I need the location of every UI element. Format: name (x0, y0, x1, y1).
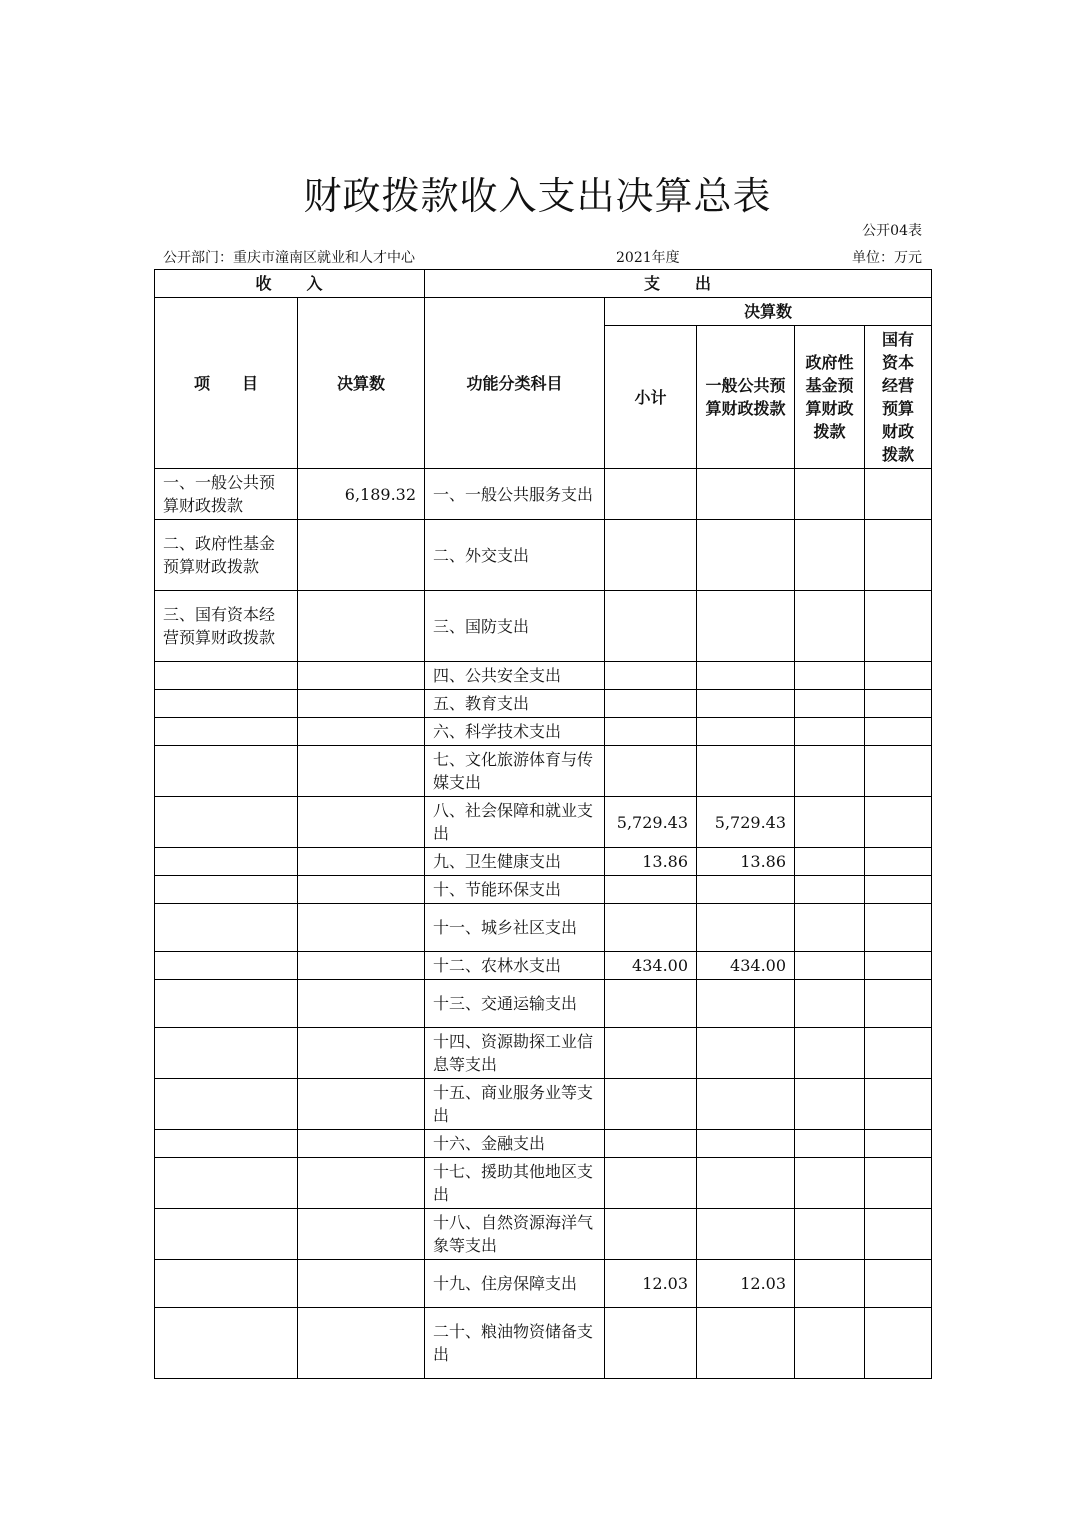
general-budget-cell (697, 1130, 795, 1158)
subtotal-cell (605, 1308, 697, 1379)
table-row (155, 1158, 932, 1209)
gov-fund-cell (795, 952, 865, 980)
function-category-cell: 三、国防支出 (425, 591, 605, 662)
income-amount-cell (298, 980, 425, 1028)
item-cell (155, 952, 298, 980)
function-category-header: 功能分类科目 (425, 298, 605, 469)
table-row (155, 1260, 932, 1308)
function-category-cell: 十三、交通运输支出 (425, 980, 605, 1028)
general-budget-cell (697, 1209, 795, 1260)
subtotal-cell (605, 876, 697, 904)
subtotal-cell (605, 520, 697, 591)
subtotal-cell: 13.86 (605, 848, 697, 876)
income-amount-cell (298, 952, 425, 980)
function-category-cell: 十一、城乡社区支出 (425, 904, 605, 952)
state-capital-cell (865, 1130, 932, 1158)
general-budget-cell (697, 1158, 795, 1209)
income-amount-cell (298, 797, 425, 848)
state-capital-cell (865, 1308, 932, 1379)
function-category-cell: 十八、自然资源海洋气象等支出 (425, 1209, 605, 1260)
state-capital-cell (865, 718, 932, 746)
table-row (155, 1308, 932, 1379)
table-row (155, 520, 932, 591)
gov-fund-cell (795, 904, 865, 952)
income-amount-cell (298, 1028, 425, 1079)
subtotal-cell (605, 1158, 697, 1209)
subtotal-cell (605, 746, 697, 797)
page-title: 财政拨款收入支出决算总表 (303, 174, 772, 218)
general-budget-cell: 12.03 (697, 1260, 795, 1308)
department-label: 公开部门：重庆市潼南区就业和人才中心 (163, 250, 415, 266)
item-cell: 三、国有资本经营预算财政拨款 (155, 591, 298, 662)
general-budget-header: 一般公共预算财政拨款 (697, 326, 795, 469)
item-cell (155, 690, 298, 718)
table-row (155, 469, 932, 520)
state-capital-cell (865, 1209, 932, 1260)
state-capital-cell (865, 591, 932, 662)
fiscal-year: 2021年度 (616, 250, 680, 266)
income-amount-cell (298, 904, 425, 952)
gov-fund-cell (795, 1079, 865, 1130)
function-category-cell: 十六、金融支出 (425, 1130, 605, 1158)
item-cell (155, 848, 298, 876)
state-capital-cell (865, 469, 932, 520)
state-capital-cell (865, 797, 932, 848)
gov-fund-cell (795, 1260, 865, 1308)
gov-fund-cell (795, 1209, 865, 1260)
subtotal-cell (605, 1130, 697, 1158)
function-category-cell: 十七、援助其他地区支出 (425, 1158, 605, 1209)
function-category-cell: 四、公共安全支出 (425, 662, 605, 690)
state-capital-cell (865, 1158, 932, 1209)
income-amount-cell (298, 520, 425, 591)
table-body (155, 469, 932, 1379)
general-budget-cell (697, 591, 795, 662)
income-amount-cell (298, 690, 425, 718)
item-cell (155, 718, 298, 746)
state-capital-cell (865, 746, 932, 797)
subtotal-cell: 12.03 (605, 1260, 697, 1308)
general-budget-cell (697, 1308, 795, 1379)
function-category-cell: 八、社会保障和就业支出 (425, 797, 605, 848)
gov-fund-cell (795, 980, 865, 1028)
item-cell: 二、政府性基金预算财政拨款 (155, 520, 298, 591)
gov-fund-cell (795, 848, 865, 876)
item-cell (155, 662, 298, 690)
general-budget-cell (697, 718, 795, 746)
state-capital-cell (865, 876, 932, 904)
gov-fund-cell (795, 469, 865, 520)
income-amount-cell (298, 591, 425, 662)
subtotal-header: 小计 (605, 326, 697, 469)
table-row (155, 848, 932, 876)
general-budget-cell (697, 746, 795, 797)
gov-fund-header: 政府性基金预算财政拨款 (795, 326, 865, 469)
general-budget-cell (697, 904, 795, 952)
expense-amount-header: 决算数 (605, 298, 932, 326)
income-amount-cell (298, 1158, 425, 1209)
function-category-cell: 七、文化旅游体育与传媒支出 (425, 746, 605, 797)
gov-fund-cell (795, 718, 865, 746)
gov-fund-cell (795, 746, 865, 797)
general-budget-cell (697, 520, 795, 591)
subtotal-cell (605, 469, 697, 520)
income-amount-cell (298, 876, 425, 904)
function-category-cell: 九、卫生健康支出 (425, 848, 605, 876)
table-row (155, 980, 932, 1028)
income-amount-cell (298, 848, 425, 876)
item-cell (155, 1028, 298, 1079)
table-row (155, 952, 932, 980)
item-cell (155, 1260, 298, 1308)
function-category-cell: 二十、粮油物资储备支出 (425, 1308, 605, 1379)
income-amount-cell (298, 1130, 425, 1158)
subtotal-cell: 434.00 (605, 952, 697, 980)
gov-fund-cell (795, 1028, 865, 1079)
general-budget-cell (697, 876, 795, 904)
function-category-cell: 十四、资源勘探工业信息等支出 (425, 1028, 605, 1079)
income-header: 收 入 (155, 270, 425, 298)
table-row (155, 591, 932, 662)
subtotal-cell (605, 591, 697, 662)
table-row (155, 1130, 932, 1158)
general-budget-cell (697, 662, 795, 690)
state-capital-cell (865, 662, 932, 690)
table-row (155, 718, 932, 746)
income-amount-cell (298, 662, 425, 690)
table-row (155, 1209, 932, 1260)
general-budget-cell (697, 1079, 795, 1130)
state-capital-cell (865, 952, 932, 980)
income-amount-cell (298, 746, 425, 797)
table-row (155, 797, 932, 848)
item-cell (155, 1130, 298, 1158)
subtotal-cell: 5,729.43 (605, 797, 697, 848)
item-cell: 一、一般公共预算财政拨款 (155, 469, 298, 520)
subtotal-cell (605, 980, 697, 1028)
income-amount-cell (298, 1079, 425, 1130)
general-budget-cell (697, 1028, 795, 1079)
gov-fund-cell (795, 662, 865, 690)
subtotal-cell (605, 662, 697, 690)
state-capital-cell (865, 1028, 932, 1079)
function-category-cell: 二、外交支出 (425, 520, 605, 591)
function-category-cell: 十五、商业服务业等支出 (425, 1079, 605, 1130)
item-cell (155, 1209, 298, 1260)
income-amount-cell (298, 1308, 425, 1379)
function-category-cell: 五、教育支出 (425, 690, 605, 718)
gov-fund-cell (795, 690, 865, 718)
state-capital-cell (865, 848, 932, 876)
general-budget-cell: 5,729.43 (697, 797, 795, 848)
item-cell (155, 904, 298, 952)
item-cell (155, 876, 298, 904)
state-capital-cell (865, 520, 932, 591)
gov-fund-cell (795, 1158, 865, 1209)
function-category-cell: 十二、农林水支出 (425, 952, 605, 980)
table-row (155, 904, 932, 952)
state-capital-cell (865, 904, 932, 952)
function-category-cell: 十、节能环保支出 (425, 876, 605, 904)
table-row (155, 1079, 932, 1130)
table-row (155, 662, 932, 690)
general-budget-cell (697, 690, 795, 718)
subtotal-cell (605, 690, 697, 718)
state-capital-cell (865, 1079, 932, 1130)
subtotal-cell (605, 1209, 697, 1260)
table-row (155, 690, 932, 718)
general-budget-cell (697, 469, 795, 520)
gov-fund-cell (795, 1130, 865, 1158)
income-amount-header: 决算数 (298, 298, 425, 469)
unit-label: 单位：万元 (852, 250, 922, 266)
state-capital-header: 国有资本经营预算财政拨款 (865, 326, 932, 469)
budget-table (154, 269, 932, 1379)
function-category-cell: 一、一般公共服务支出 (425, 469, 605, 520)
item-cell (155, 746, 298, 797)
item-cell (155, 980, 298, 1028)
income-amount-cell (298, 1209, 425, 1260)
income-amount-cell (298, 718, 425, 746)
item-header: 项 目 (155, 298, 298, 469)
table-row (155, 1028, 932, 1079)
item-cell (155, 1308, 298, 1379)
expense-header: 支 出 (425, 270, 932, 298)
subtotal-cell (605, 1028, 697, 1079)
gov-fund-cell (795, 591, 865, 662)
general-budget-cell (697, 980, 795, 1028)
item-cell (155, 1079, 298, 1130)
income-amount-cell (298, 1260, 425, 1308)
function-category-cell: 六、科学技术支出 (425, 718, 605, 746)
state-capital-cell (865, 980, 932, 1028)
state-capital-cell (865, 690, 932, 718)
general-budget-cell: 434.00 (697, 952, 795, 980)
income-amount-cell: 6,189.32 (298, 469, 425, 520)
gov-fund-cell (795, 520, 865, 591)
table-row (155, 876, 932, 904)
gov-fund-cell (795, 876, 865, 904)
state-capital-cell (865, 1260, 932, 1308)
gov-fund-cell (795, 1308, 865, 1379)
table-row (155, 746, 932, 797)
subtotal-cell (605, 1079, 697, 1130)
function-category-cell: 十九、住房保障支出 (425, 1260, 605, 1308)
general-budget-cell: 13.86 (697, 848, 795, 876)
item-cell (155, 797, 298, 848)
subtotal-cell (605, 904, 697, 952)
gov-fund-cell (795, 797, 865, 848)
item-cell (155, 1158, 298, 1209)
subtotal-cell (605, 718, 697, 746)
form-number: 公开04表 (862, 223, 922, 239)
